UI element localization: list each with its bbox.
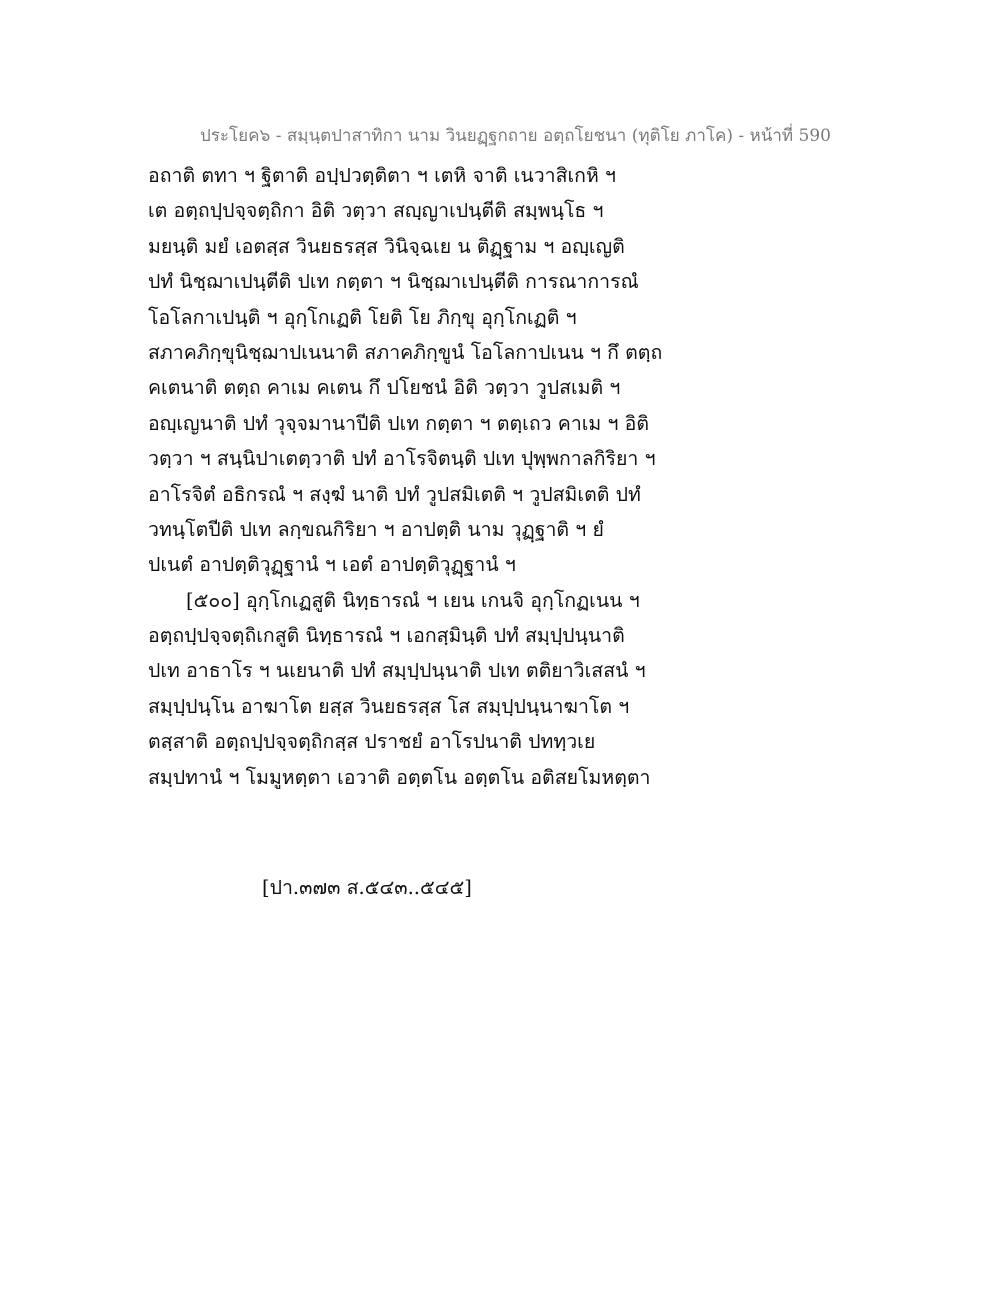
text-line: สมฺปฺปนฺโน อาฆาโต ยสฺส วินยธรสฺส โส สมฺปฺปนฺนาฆาโต ฯ <box>148 694 630 718</box>
text-line: มยนฺติ มยํ เอตสฺส วินยธรสฺส วินิจฺฉเย น ติฏฺฐาม ฯ อญฺเญติ <box>148 234 625 258</box>
text-line: ตสฺสาติ อตฺถปฺปจฺจตฺถิกสฺส ปราชยํ อาโรปนาติ ปททฺวเย <box>148 730 596 754</box>
paragraph-start-line: [๕๐๐] อุกฺโกเฏสูติ นิทฺธารณํ ฯ เยน เกนจิ อุกฺโกฏเนน ฯ <box>186 588 640 612</box>
text-line: อาโรจิตํ อธิกรณํ ฯ สงฺฆํ นาติ ปทํ วูปสมิเตติ ฯ วูปสมิเตติ ปทํ <box>148 482 641 506</box>
text-line: โอโลกาเปนฺติ ฯ อุกฺโกเฏติ โยติ โย ภิกฺขุ อุกฺโกเฏติ ฯ <box>148 305 577 329</box>
text-line: คเตนาติ ตตฺถ คาเม คเตน กึ ปโยชนํ อิติ วตฺวา วูปสเมติ ฯ <box>148 376 621 400</box>
text-line: ปเนตํ อาปตฺติวุฏฺฐานํ ฯ เอตํ อาปตฺติวุฏฺฐานํ ฯ <box>148 553 516 577</box>
text-line: วตฺวา ฯ สนฺนิปาเตตฺวาติ ปทํ อาโรจิตนฺติ ปเท ปุพฺพกาลกิริยา ฯ <box>148 447 656 471</box>
text-line: วทนฺโตปีติ ปเท ลกฺขณกิริยา ฯ อาปตฺติ นาม วุฏฺฐาติ ฯ ยํ <box>148 517 604 541</box>
text-line: เต อตฺถปฺปจฺจตฺถิกา อิติ วตฺวา สญฺญาเปนฺตีติ สมฺพนฺโธ ฯ <box>148 199 604 223</box>
reference-note: [ปา.๓๗๓ ส.๕๔๓..๕๔๕] <box>262 876 472 899</box>
text-line: อถาติ ตทา ฯ ฐิตาติ อปฺปวตฺติตา ฯ เตหิ จาติ เนวาสิเกหิ ฯ <box>148 164 616 187</box>
text-line: สมฺปทานํ ฯ โมมูหตฺตา เอวาติ อตฺตโน อตฺตโน อติสยโมหตฺตา <box>148 765 651 789</box>
page-header: ประโยค๖ - สมฺนฺตปาสาทิกา นาม วินยฏฺฐกถาย อตฺถโยชนา (ทุติโย ภาโค) - หน้าที่ 590 <box>200 126 831 146</box>
body-text <box>148 158 868 795</box>
text-line: สภาคภิกฺขุนิชฺฌาปเนนาติ สภาคภิกฺขูนํ โอโลกาปเนน ฯ กึ ตตฺถ <box>148 340 663 364</box>
text-line: อตฺถปฺปจฺจตฺถิเกสูติ นิทฺธารณํ ฯ เอกสฺมินฺติ ปทํ สมฺปฺปนฺนาติ <box>148 624 625 648</box>
text-line: อญฺเญนาติ ปทํ วุจฺจมานาปีติ ปเท กตฺตา ฯ ตตฺเถว คาเม ฯ อิติ <box>148 411 650 435</box>
text-line: ปทํ นิชฺฌาเปนฺตีติ ปเท กตฺตา ฯ นิชฺฌาเปนฺตีติ การณาการณํ <box>148 270 639 294</box>
text-line: ปเท อาธาโร ฯ นเยนาติ ปทํ สมฺปฺปนฺนาติ ปเท ตติยาวิเสสนํ ฯ <box>148 659 646 683</box>
